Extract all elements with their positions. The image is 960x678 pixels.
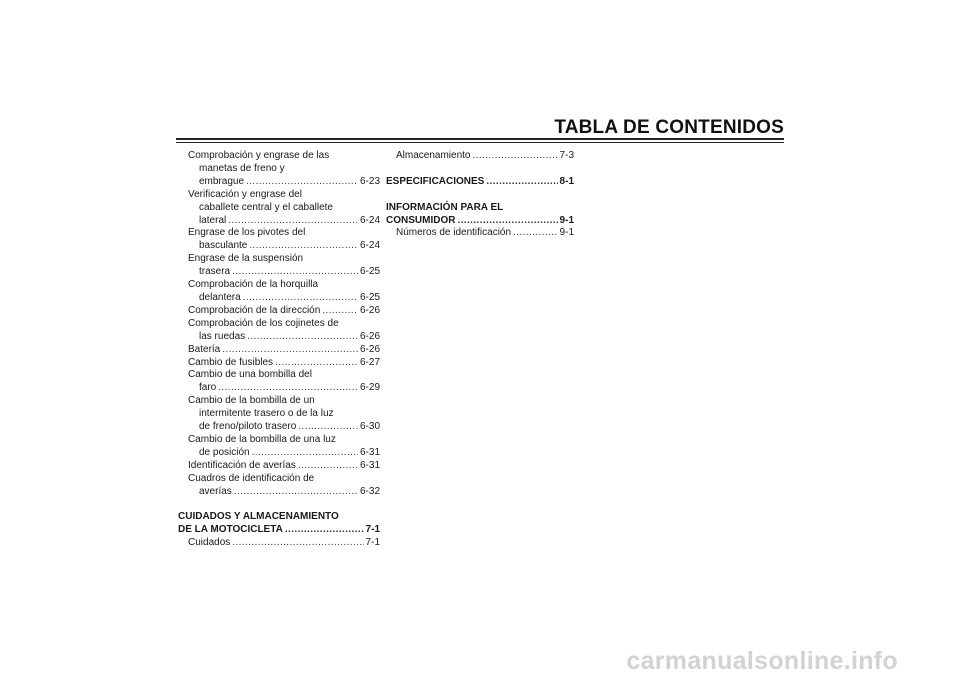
- toc-entry-text: faro: [199, 382, 217, 394]
- toc-entry[interactable]: [178, 318, 380, 344]
- toc-entry[interactable]: [178, 279, 380, 305]
- toc-right-column: [386, 150, 574, 240]
- toc-entry-text: lateral: [199, 214, 227, 226]
- toc-entry-text: manetas de freno y: [199, 162, 285, 174]
- toc-entry-text: de freno/piloto trasero: [199, 421, 297, 433]
- dot-leader: [252, 447, 358, 460]
- toc-page-number: 6-25: [359, 266, 380, 278]
- toc-entry[interactable]: [386, 227, 574, 240]
- toc-page-number: 6-24: [359, 214, 380, 226]
- toc-entry-text: Cambio de la bombilla de un: [188, 395, 315, 407]
- toc-entry-text: CONSUMIDOR: [386, 214, 456, 226]
- toc-page-number: 6-26: [359, 330, 380, 342]
- toc-entry-text: trasera: [199, 266, 231, 278]
- toc-entry-text: Engrase de los pivotes del: [188, 227, 306, 239]
- toc-entry-text: Verificación y engrase del: [188, 188, 302, 200]
- toc-entry[interactable]: [178, 253, 380, 279]
- toc-page-number: 6-25: [359, 291, 380, 303]
- toc-entry-text: Comprobación de la dirección: [188, 304, 321, 316]
- toc-section-entry[interactable]: [386, 176, 574, 189]
- toc-section-entry[interactable]: [178, 511, 380, 537]
- dot-leader: [472, 150, 557, 163]
- toc-page-number: 6-29: [359, 382, 380, 394]
- toc-entry-text: CUIDADOS Y ALMACENAMIENTO: [178, 511, 339, 523]
- toc-entry-text: las ruedas: [199, 330, 246, 342]
- dot-leader: [457, 215, 557, 228]
- page-title: TABLA DE CONTENIDOS: [554, 117, 784, 138]
- dot-leader: [218, 382, 358, 395]
- toc-page-number: 9-1: [559, 227, 574, 239]
- toc-entry-text: Identificación de averías: [188, 459, 296, 471]
- toc-spacer: [386, 163, 574, 176]
- toc-page-number: 6-24: [359, 240, 380, 252]
- dot-leader: [234, 486, 358, 499]
- toc-entry[interactable]: [178, 344, 380, 357]
- dot-leader: [247, 331, 358, 344]
- toc-spacer: [178, 498, 380, 511]
- dot-leader: [246, 176, 358, 189]
- toc-entry-text: Engrase de la suspensión: [188, 253, 304, 265]
- title-rule-thin: [176, 142, 784, 143]
- toc-entry[interactable]: [178, 434, 380, 460]
- toc-entry-text: embrague: [199, 175, 245, 187]
- toc-entry-text: Cambio de una bombilla del: [188, 369, 312, 381]
- dot-leader: [232, 537, 363, 550]
- toc-entry-text: Cuidados: [188, 537, 231, 549]
- title-rule-thick: [176, 138, 784, 140]
- dot-leader: [232, 266, 358, 279]
- dot-leader: [513, 227, 557, 240]
- toc-entry[interactable]: [178, 395, 380, 434]
- toc-entry-text: Cambio de fusibles: [188, 356, 274, 368]
- toc-entry-text: ESPECIFICACIONES: [386, 175, 485, 187]
- toc-entry-text: Batería: [188, 343, 221, 355]
- toc-page-number: 6-23: [359, 175, 380, 187]
- dot-leader: [243, 292, 358, 305]
- dot-leader: [322, 305, 358, 318]
- dot-leader: [298, 421, 358, 434]
- toc-page-number: 6-31: [359, 459, 380, 471]
- toc-entry[interactable]: [178, 473, 380, 499]
- dot-leader: [486, 176, 557, 189]
- toc-section-entry[interactable]: [386, 202, 574, 228]
- toc-entry-text: DE LA MOTOCICLETA: [178, 524, 283, 536]
- toc-page-number: 6-27: [359, 356, 380, 368]
- toc-entry[interactable]: [386, 150, 574, 163]
- toc-entry[interactable]: [178, 537, 380, 550]
- toc-entry-text: Comprobación de la horquilla: [188, 279, 319, 291]
- toc-page-number: 9-1: [559, 214, 574, 226]
- toc-entry[interactable]: [178, 460, 380, 473]
- dot-leader: [275, 357, 358, 370]
- dot-leader: [249, 240, 358, 253]
- toc-page-number: 8-1: [559, 175, 574, 187]
- toc-entry[interactable]: [178, 189, 380, 228]
- toc-entry-text: de posición: [199, 446, 250, 458]
- toc-spacer: [386, 189, 574, 202]
- toc-entry[interactable]: [178, 150, 380, 189]
- toc-entry-text: Números de identificación: [396, 227, 512, 239]
- dot-leader: [228, 215, 358, 228]
- toc-left-column: [178, 150, 380, 550]
- toc-page-number: 6-31: [359, 446, 380, 458]
- toc-entry-text: averías: [199, 485, 232, 497]
- toc-page-number: 6-26: [359, 343, 380, 355]
- toc-page-number: 6-30: [359, 421, 380, 433]
- watermark: carmanualsonline.info: [626, 647, 898, 675]
- toc-entry-text: caballete central y el caballete: [199, 201, 333, 213]
- toc-page-number: 7-3: [559, 150, 574, 161]
- toc-entry-text: Cuadros de identificación de: [188, 472, 315, 484]
- dot-leader: [298, 460, 358, 473]
- dot-leader: [222, 344, 358, 357]
- toc-entry[interactable]: [178, 357, 380, 370]
- toc-entry-text: Comprobación y engrase de las: [188, 150, 330, 161]
- toc-page-number: 7-1: [365, 537, 380, 549]
- toc-entry[interactable]: [178, 369, 380, 395]
- toc-entry[interactable]: [178, 305, 380, 318]
- toc-entry[interactable]: [178, 227, 380, 253]
- toc-entry-text: Cambio de la bombilla de una luz: [188, 433, 336, 445]
- toc-entry-text: INFORMACIÓN PARA EL: [386, 201, 504, 213]
- toc-entry-text: basculante: [199, 240, 248, 252]
- toc-entry-text: intermitente trasero o de la luz: [199, 408, 334, 420]
- dot-leader: [285, 524, 364, 537]
- toc-page-number: 6-32: [359, 485, 380, 497]
- toc-page-number: 6-26: [359, 304, 380, 316]
- toc-page-number: 7-1: [365, 524, 380, 536]
- toc-entry-text: delantera: [199, 291, 241, 303]
- toc-entry-text: Comprobación de los cojinetes de: [188, 317, 339, 329]
- toc-entry-text: Almacenamiento: [396, 150, 471, 161]
